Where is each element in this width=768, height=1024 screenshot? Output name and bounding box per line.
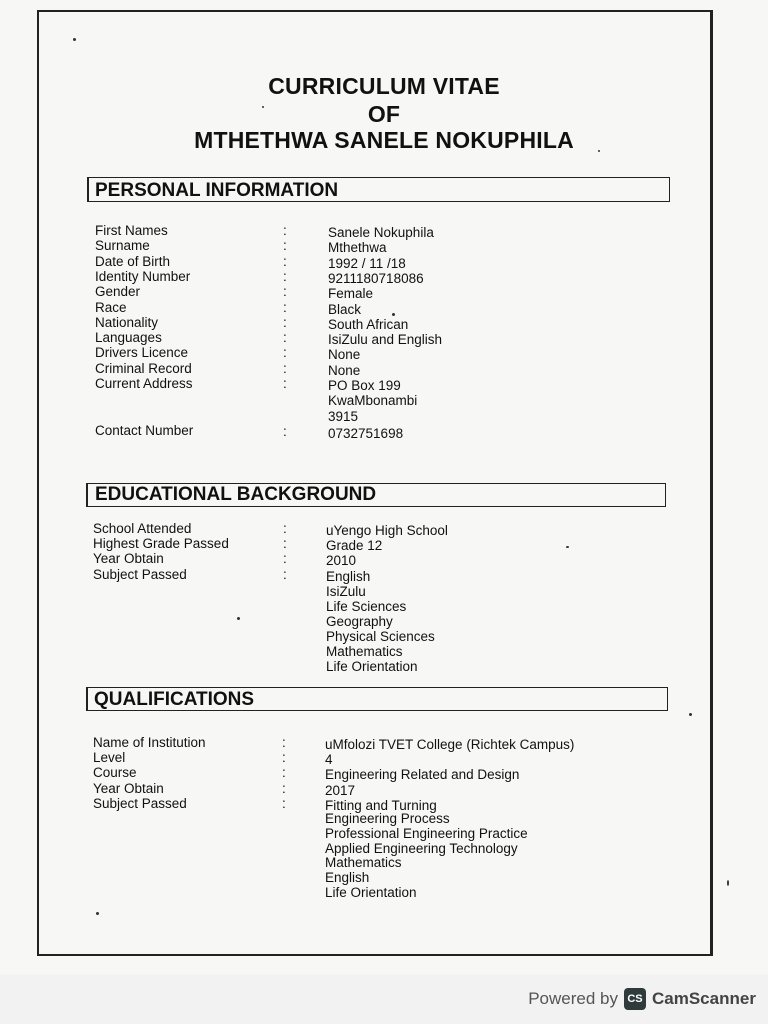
field-value: Fitting and Turning (325, 797, 437, 813)
personal-info-heading: PERSONAL INFORMATION (95, 180, 339, 201)
address-line: KwaMbonambi (328, 393, 418, 409)
field-separator: : (283, 345, 287, 361)
field-separator: : (283, 536, 287, 552)
address-line: 3915 (328, 408, 359, 424)
field-value: 9211180718086 (328, 270, 424, 286)
field-label: Subject Passed (93, 795, 187, 811)
field-separator: : (282, 795, 286, 811)
field-label: Highest Grade Passed (93, 536, 229, 552)
scan-speck (689, 713, 692, 716)
subject-item: Physical Sciences (326, 628, 435, 644)
field-separator: : (283, 268, 287, 284)
subject-item: Mathematics (326, 643, 403, 659)
field-label: Race (95, 299, 127, 315)
field-label: Year Obtain (93, 780, 164, 796)
field-value: Engineering Related and Design (325, 767, 520, 783)
field-separator: : (282, 735, 286, 750)
title-line-1: CURRICULUM VITAE (268, 73, 500, 99)
field-label: Surname (95, 238, 150, 254)
field-label: Identity Number (95, 268, 191, 284)
subject-item: Professional Engineering Practice (325, 825, 528, 841)
field-value: 2017 (325, 782, 356, 798)
field-label: Date of Birth (95, 253, 171, 269)
field-value: English (326, 568, 371, 584)
scan-speck (392, 313, 395, 316)
field-label: Drivers Licence (95, 345, 189, 361)
field-separator: : (283, 376, 287, 391)
field-label: Nationality (95, 314, 159, 330)
field-value: uYengo High School (326, 523, 448, 538)
field-value: 1992 / 11 /18 (328, 255, 406, 271)
subject-item: Life Orientation (326, 658, 418, 674)
scanner-footer (0, 975, 768, 1024)
field-separator: : (283, 314, 287, 330)
scan-speck (262, 106, 264, 108)
field-value: Sanele Nokuphila (328, 225, 434, 240)
field-label: Subject Passed (93, 566, 187, 582)
field-value: Mthethwa (328, 240, 387, 256)
field-separator: : (283, 330, 287, 346)
field-separator: : (282, 750, 286, 766)
subject-item: Geography (326, 613, 393, 629)
field-separator: : (283, 299, 287, 315)
education-heading: EDUCATIONAL BACKGROUND (95, 484, 377, 505)
camscanner-logo-icon: CS (624, 988, 646, 1010)
field-label: Year Obtain (93, 551, 164, 567)
title-line-2: OF (367, 101, 401, 127)
field-label: School Attended (93, 521, 192, 536)
field-label: Gender (95, 284, 141, 300)
field-separator: : (282, 765, 286, 781)
field-value: None (328, 347, 361, 363)
field-separator: : (283, 223, 287, 238)
field-value: South African (328, 316, 409, 332)
field-separator: : (283, 360, 287, 376)
field-label: Name of Institution (93, 735, 206, 750)
qualifications-heading: QUALIFICATIONS (94, 689, 255, 710)
field-separator: : (283, 284, 287, 300)
field-separator: : (283, 551, 287, 567)
field-separator: : (283, 424, 287, 439)
title-line-3: MTHETHWA SANELE NOKUPHILA (194, 127, 574, 153)
field-value: Grade 12 (326, 538, 383, 554)
scan-speck (73, 38, 76, 41)
contact-number-value: 0732751698 (328, 426, 404, 441)
field-label: Course (93, 765, 137, 781)
field-label: First Names (95, 223, 168, 238)
subject-item: Life Sciences (326, 598, 407, 614)
field-value: 4 (325, 752, 333, 768)
subject-item: Life Orientation (325, 885, 417, 900)
field-separator: : (282, 780, 286, 796)
field-separator: : (283, 238, 287, 254)
contact-number-label: Contact Number (95, 423, 194, 438)
field-label: Level (93, 750, 126, 766)
field-label: Languages (95, 330, 162, 346)
field-value: 2010 (326, 553, 357, 569)
subject-item: English (325, 870, 370, 886)
scan-speck (237, 617, 240, 620)
field-value: uMfolozi TVET College (Richtek Campus) (325, 737, 575, 752)
field-value: Female (328, 286, 374, 302)
scan-speck (727, 880, 729, 886)
field-value: PO Box 199 (328, 378, 401, 393)
subject-item: IsiZulu (326, 583, 366, 599)
powered-by-text: Powered by (528, 989, 618, 1008)
field-separator: : (283, 253, 287, 269)
field-separator: : (283, 566, 287, 582)
scan-speck (96, 912, 99, 915)
subject-item: Mathematics (325, 855, 402, 871)
field-value: None (328, 362, 361, 378)
subject-item: Engineering Process (325, 811, 450, 826)
field-separator: : (283, 521, 287, 536)
field-label: Criminal Record (95, 360, 192, 376)
field-value: IsiZulu and English (328, 332, 443, 348)
scan-speck (598, 150, 600, 152)
camscanner-brand: CamScanner (652, 989, 756, 1008)
field-label: Current Address (95, 376, 193, 391)
field-value: Black (328, 301, 362, 317)
subject-item: Applied Engineering Technology (325, 840, 518, 856)
scan-speck (566, 546, 569, 548)
